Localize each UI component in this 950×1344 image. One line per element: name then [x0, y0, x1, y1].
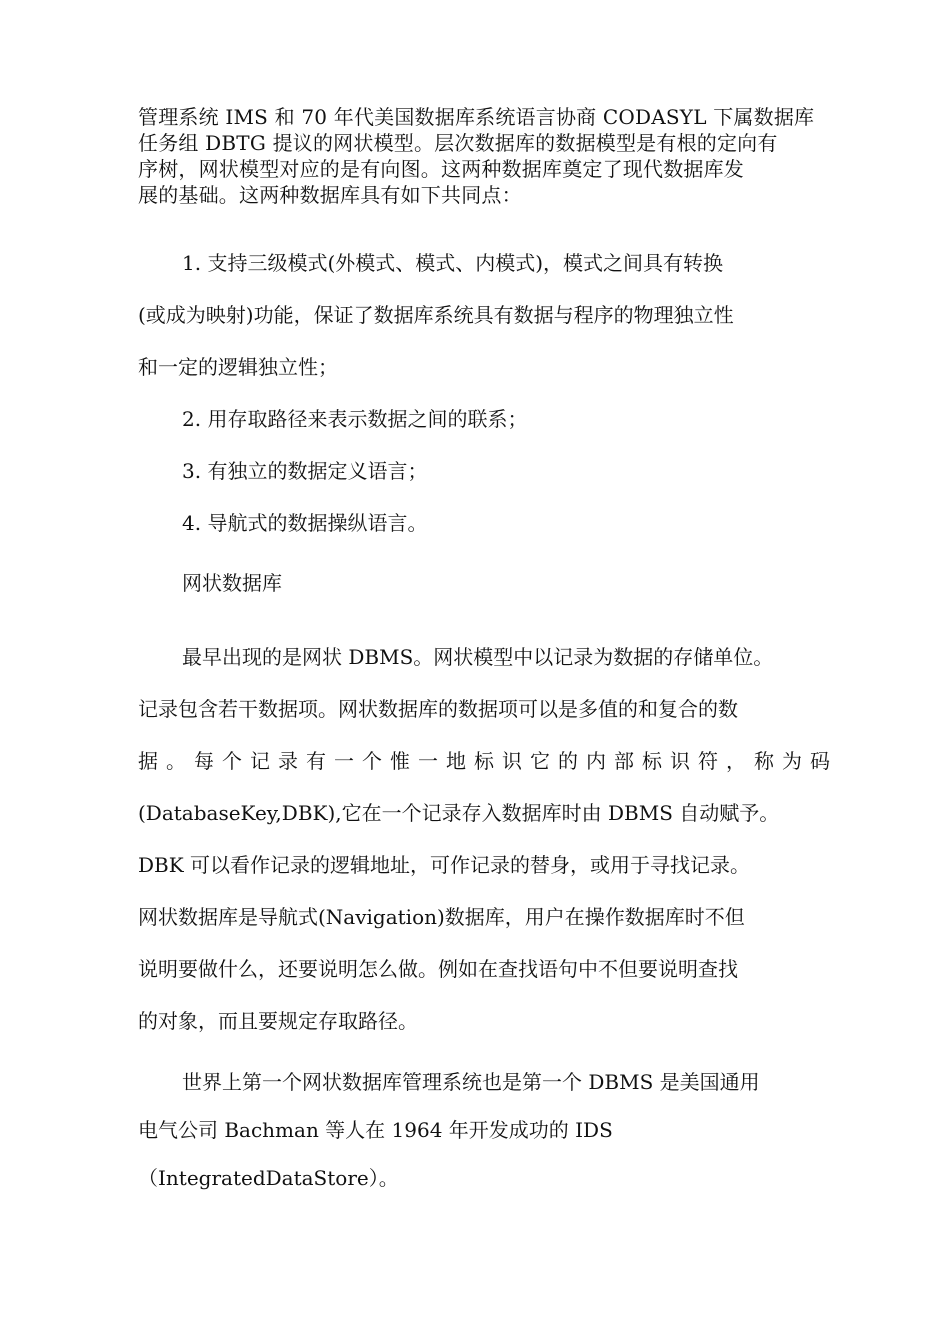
paragraph-line: 网状数据库是导航式(Navigation)数据库，用户在操作数据库时不但	[138, 905, 745, 929]
paragraph-line: 据。每个记录有一个惟一地标识它的内部标识符，称为码	[138, 749, 838, 773]
section-heading: 网状数据库	[182, 571, 282, 595]
intro-line: 管理系统 IMS 和 70 年代美国数据库系统语言协商 CODASYL 下属数据库	[138, 105, 815, 129]
paragraph-line: 的对象，而且要规定存取路径。	[138, 1009, 418, 1033]
paragraph-line: 说明要做什么，还要说明怎么做。例如在查找语句中不但要说明查找	[138, 957, 738, 981]
section-heading-block	[138, 557, 828, 609]
paragraph-line: 电气公司 Bachman 等人在 1964 年开发成功的 IDS	[138, 1118, 613, 1142]
list-item-4: 4. 导航式的数据操纵语言。	[182, 511, 428, 535]
network-db-paragraph	[138, 631, 838, 1047]
paragraph-line: 世界上第一个网状数据库管理系统也是第一个 DBMS 是美国通用	[182, 1070, 760, 1094]
list-item-1-line: 1. 支持三级模式(外模式、模式、内模式)，模式之间具有转换	[182, 251, 724, 275]
list-item-2: 2. 用存取路径来表示数据之间的联系；	[182, 407, 528, 431]
intro-line: 展的基础。这两种数据库具有如下共同点：	[138, 183, 522, 207]
intro-line: 任务组 DBTG 提议的网状模型。层次数据库的数据模型是有根的定向有	[138, 131, 778, 155]
paragraph-line: DBK 可以看作记录的逻辑地址，可作记录的替身，或用于寻找记录。	[138, 853, 751, 877]
list-item-3: 3. 有独立的数据定义语言；	[182, 459, 428, 483]
list-item-1-line: 和一定的逻辑独立性；	[138, 355, 338, 379]
intro-line: 序树，网状模型对应的是有向图。这两种数据库奠定了现代数据库发	[138, 157, 744, 181]
paragraph-line: （IntegratedDataStore）。	[138, 1166, 399, 1190]
common-features-list	[138, 237, 828, 549]
paragraph-line: (DatabaseKey,DBK),它在一个记录存入数据库时由 DBMS 自动赋予。	[138, 801, 780, 825]
paragraph-line: 记录包含若干数据项。网状数据库的数据项可以是多值的和复合的数	[138, 697, 738, 721]
paragraph-line: 最早出现的是网状 DBMS。网状模型中以记录为数据的存储单位。	[182, 645, 774, 669]
intro-paragraph	[138, 104, 818, 208]
ids-paragraph	[138, 1058, 828, 1202]
list-item-1-line: (或成为映射)功能，保证了数据库系统具有数据与程序的物理独立性	[138, 303, 734, 327]
